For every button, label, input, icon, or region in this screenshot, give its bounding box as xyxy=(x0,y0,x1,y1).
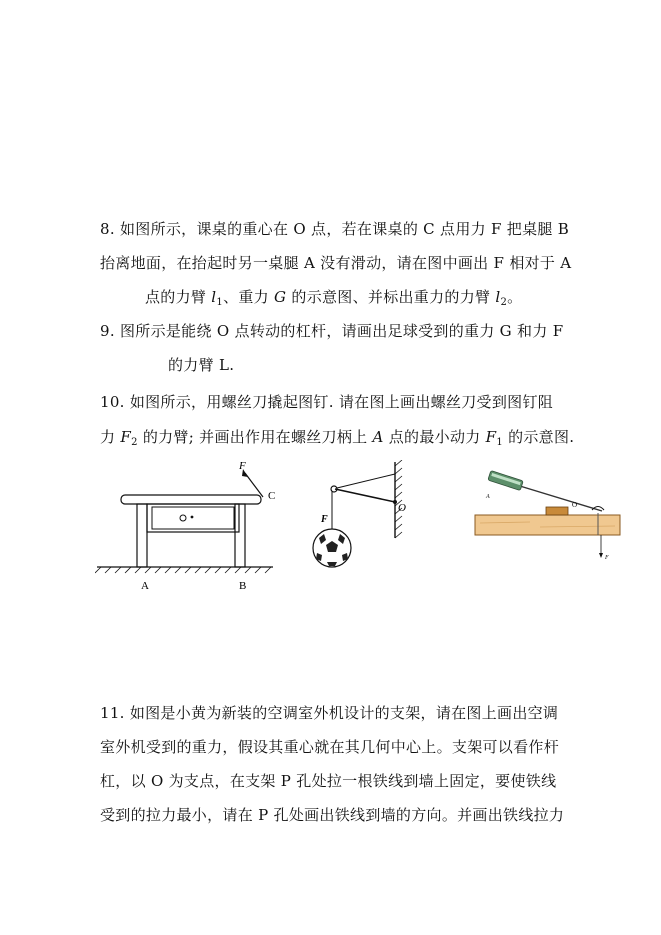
q8-line-3 xyxy=(145,287,522,307)
desk-label-F: F xyxy=(239,460,246,472)
desk-cog-dot xyxy=(191,516,194,519)
desk-cog-circle xyxy=(180,515,186,521)
q8-line-3-text-b: 、重力 xyxy=(223,288,275,306)
q10-line-2-text-c: 点的最小动力 xyxy=(383,428,486,446)
screwdriver-figure xyxy=(470,465,625,565)
q10-F1-subscript: 1 xyxy=(496,437,503,448)
fulcrum-block xyxy=(546,507,568,515)
q8-l2-subscript: 2 xyxy=(500,297,508,308)
lever-label-O: O xyxy=(398,502,406,514)
football xyxy=(313,529,351,567)
q9-line-1: 9. 图所示是能绕 O 点转动的杠杆，请画出足球受到的重力 G 和力 F xyxy=(100,322,564,340)
desk-leg-right xyxy=(235,504,245,567)
q11-line-3: 杠，以 O 为支点，在支架 P 孔处拉一根铁线到墙上固定，要使铁线 xyxy=(100,772,557,790)
lever-rope xyxy=(337,474,395,488)
desk-top xyxy=(121,495,261,504)
screwdriver-label-O: O xyxy=(572,501,578,509)
q10-F2-subscript: 2 xyxy=(131,437,138,448)
q8-line-3-text-c: 的示意图、并标出重力的力臂 xyxy=(286,288,496,306)
q11-line-2: 室外机受到的重力，假设其重心就在其几何中心上。支架可以看作杆 xyxy=(100,738,560,756)
q10-line-1: 10. 如图所示，用螺丝刀撬起图钉. 请在图上画出螺丝刀受到图钉阻 xyxy=(100,393,554,411)
q8-l1-subscript: 1 xyxy=(216,297,224,308)
desk-leg-left xyxy=(137,504,147,567)
q9-line-2: 的力臂 L. xyxy=(168,356,235,374)
desk-label-A: A xyxy=(141,580,149,592)
q10-line-2-text-d: 的示意图. xyxy=(503,428,575,446)
q10-line-2 xyxy=(100,427,574,447)
q11-line-1: 11. 如图是小黄为新装的空调室外机设计的支架，请在图上画出空调 xyxy=(100,704,559,722)
q8-line-1: 8. 如图所示，课桌的重心在 O 点，若在课桌的 C 点用力 F 把桌腿 B xyxy=(100,220,570,238)
screwdriver-label-F: F xyxy=(605,555,609,561)
q8-G-symbol: G xyxy=(274,288,287,306)
q8-l2-symbol: l xyxy=(495,288,501,306)
q11-line-4: 受到的拉力最小，请在 P 孔处画出铁线到墙的方向。并画出铁线拉力 xyxy=(100,806,565,824)
q8-l1-symbol: l xyxy=(211,288,217,306)
screwdriver-label-A: A xyxy=(486,494,490,500)
desk-label-B: B xyxy=(239,580,247,592)
q10-F1-symbol: F xyxy=(485,428,497,446)
q8-line-2: 抬离地面，在抬起时另一桌腿 A 没有滑动，请在图中画出 F 相对于 A xyxy=(100,254,572,272)
lever-label-F: F xyxy=(321,514,328,525)
q10-line-2-text-b: 的力臂; 并画出作用在螺丝刀柄上 xyxy=(137,428,373,446)
q10-A-symbol: A xyxy=(372,428,384,446)
q10-line-2-text-a: 力 xyxy=(100,428,121,446)
desk-figure xyxy=(95,455,275,595)
lever-rod xyxy=(335,489,395,502)
desk-drawer xyxy=(152,507,234,529)
screwdriver-handle xyxy=(488,470,523,490)
q8-line-3-text-a: 点的力臂 xyxy=(145,288,212,306)
q10-F2-symbol: F xyxy=(120,428,132,446)
desk-label-C: C xyxy=(268,490,275,502)
q8-line-3-text-d: 。 xyxy=(507,288,523,306)
lever-figure xyxy=(305,460,420,575)
